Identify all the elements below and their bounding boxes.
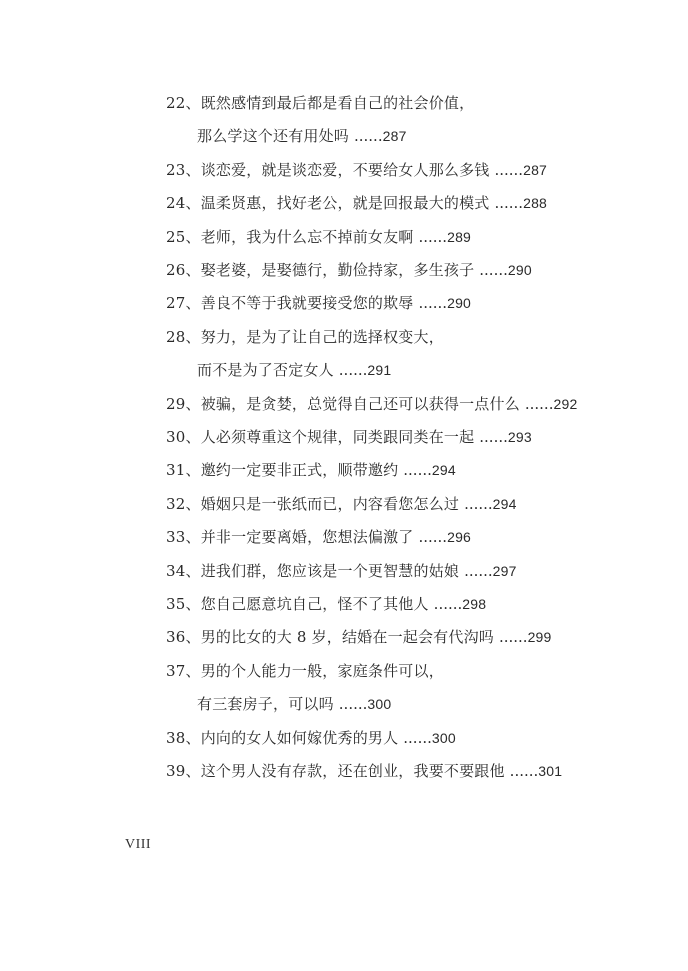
toc-entry-title: 人必须尊重这个规律，同类跟同类在一起 (200, 428, 475, 446)
toc-entry-page: 290 (507, 262, 532, 278)
toc-entry-continuation (197, 126, 407, 146)
toc-entry-number: 28、 (166, 327, 201, 346)
toc-entry-page: 294 (431, 462, 456, 479)
toc-entry-number: 27、 (166, 294, 201, 313)
toc-entry-title: 邀约一定要非正式，顺带邀约 (200, 461, 399, 480)
toc-leader-dots: ...... (338, 695, 368, 714)
toc-entry-number: 36、 (166, 628, 201, 647)
toc-entry (166, 527, 471, 547)
toc-entry-title: 男的个人能力一般，家庭条件可以， (200, 661, 444, 680)
toc-leader-dots: ...... (403, 728, 432, 747)
toc-entry-number: 38、 (166, 728, 201, 747)
toc-entry (166, 460, 456, 480)
toc-entry (166, 93, 474, 113)
toc-entry-number: 24、 (166, 194, 201, 213)
toc-entry (166, 394, 577, 414)
toc-leader-dots: ...... (494, 160, 524, 179)
toc-entry-number: 31、 (166, 461, 201, 480)
toc-entry-continuation (197, 360, 391, 380)
toc-leader-dots: ...... (479, 261, 508, 279)
toc-entry (166, 260, 532, 280)
toc-entry-number: 26、 (166, 261, 201, 279)
toc-entry-number: 39、 (166, 762, 201, 780)
toc-leader-dots: ...... (338, 361, 368, 380)
toc-leader-dots: ...... (418, 528, 448, 547)
toc-entry-title: 内向的女人如何嫁优秀的男人 (200, 728, 399, 747)
toc-entry (166, 427, 532, 447)
toc-entry-title: 温柔贤惠，找好老公，就是回报最大的模式 (200, 194, 490, 213)
toc-entry-number: 23、 (166, 160, 201, 179)
toc-entry (166, 293, 471, 313)
toc-entry-number: 22、 (166, 94, 201, 112)
toc-entry-page: 294 (492, 495, 517, 512)
toc-entry-page: 300 (431, 729, 456, 746)
toc-entry-title: 而不是为了否定女人 (197, 361, 334, 380)
toc-entry-title: 那么学这个还有用处吗 (197, 127, 350, 146)
toc-entry-title: 被骗，是贪婪，总觉得自己还可以获得一点什么 (200, 394, 520, 413)
toc-entry-number: 34、 (166, 561, 201, 580)
toc-entry-page: 301 (538, 763, 563, 779)
toc-leader-dots: ...... (479, 428, 508, 446)
toc-entry (166, 327, 444, 347)
toc-entry-title: 并非一定要离婚，您想法偏激了 (200, 528, 414, 547)
toc-entry-page: 298 (462, 596, 487, 612)
toc-entry-page: 296 (447, 529, 472, 546)
toc-entry (166, 594, 486, 614)
toc-entry-page: 287 (382, 128, 407, 145)
toc-entry-number: 33、 (166, 528, 201, 547)
toc-entry-title: 有三套房子，可以吗 (197, 695, 334, 714)
toc-entry-number: 37、 (166, 661, 201, 680)
toc-entry-number: 29、 (166, 394, 201, 413)
toc-entry-title: 善良不等于我就要接受您的欺辱 (200, 294, 414, 313)
toc-leader-dots: ...... (418, 294, 448, 313)
toc-entry-page: 290 (447, 295, 472, 312)
toc-leader-dots: ...... (494, 194, 524, 213)
toc-entry (166, 193, 547, 213)
toc-entry-title: 您自己愿意坑自己，怪不了其他人 (200, 595, 429, 613)
toc-entry-title: 进我们群，您应该是一个更智慧的姑娘 (200, 561, 460, 580)
toc-leader-dots: ...... (524, 394, 554, 413)
toc-entry-page: 287 (523, 161, 548, 178)
toc-entry-page: 291 (367, 362, 392, 379)
toc-entry-title: 男的比女的大 8 岁，结婚在一起会有代沟吗 (200, 628, 494, 647)
toc-entry-number: 32、 (166, 494, 201, 513)
toc-entry-number: 30、 (166, 428, 201, 446)
toc-entry-page: 293 (507, 429, 532, 445)
page-number: VIII (125, 837, 152, 852)
toc-leader-dots: ...... (433, 595, 463, 613)
toc-entry-number: 25、 (166, 227, 201, 246)
toc-leader-dots: ...... (418, 227, 448, 246)
toc-leader-dots: ...... (498, 628, 528, 647)
toc-leader-dots: ...... (464, 561, 493, 580)
toc-leader-dots: ...... (464, 494, 493, 513)
toc-entry-number: 35、 (166, 595, 201, 613)
toc-entry-continuation (197, 694, 391, 714)
toc-entry-page: 288 (523, 195, 548, 212)
toc-leader-dots: ...... (353, 127, 383, 146)
toc-entry-title: 努力，是为了让自己的选择权变大， (200, 327, 444, 346)
toc-entry (166, 761, 562, 781)
toc-entry-title: 婚姻只是一张纸而已，内容看您怎么过 (200, 494, 460, 513)
toc-entry-title: 谈恋爱，就是谈恋爱，不要给女人那么多钱 (200, 160, 490, 179)
toc-leader-dots: ...... (509, 762, 539, 780)
toc-entry (166, 494, 517, 514)
toc-entry (166, 160, 547, 180)
toc-entry-page: 297 (492, 562, 517, 579)
toc-entry (166, 728, 456, 748)
toc-entry (166, 227, 471, 247)
toc-entry-title: 既然感情到最后都是看自己的社会价值， (200, 94, 475, 112)
toc-entry-page: 292 (553, 395, 578, 412)
toc-entry-title: 这个男人没有存款，还在创业，我要不要跟他 (200, 762, 505, 780)
toc-entry-title: 娶老婆，是娶德行，勤俭持家，多生孩子 (200, 261, 475, 279)
toc-entry (166, 627, 552, 647)
toc-entry-page: 300 (367, 696, 392, 713)
toc-entry (166, 661, 444, 681)
toc-leader-dots: ...... (403, 461, 432, 480)
toc-entry (166, 561, 517, 581)
toc-entry-page: 299 (527, 629, 552, 646)
toc-entry-page: 289 (447, 228, 472, 245)
toc-entry-title: 老师，我为什么忘不掉前女友啊 (200, 227, 414, 246)
